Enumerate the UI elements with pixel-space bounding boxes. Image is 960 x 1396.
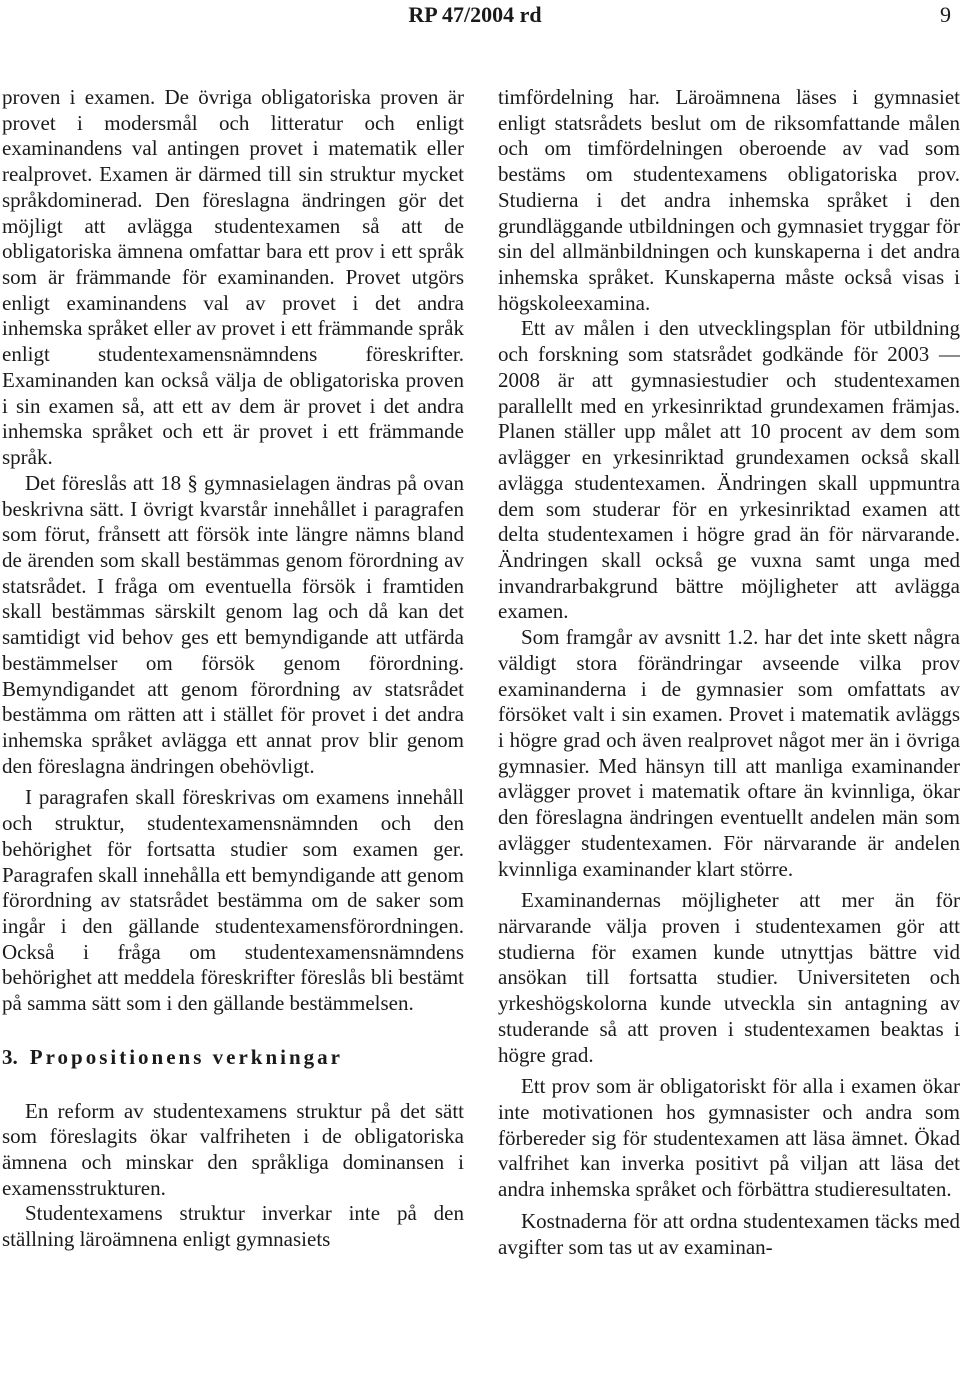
paragraph: Examinandernas möjligheter att mer än för närvarande välja proven i studentexamen gör att studierna för examen kunde utnyttjas bättre vid ansökan till fortsatta studier. Universiteten och yrkeshögskolorna kunde utveckla sin antagning av studerande så att proven i studentexamen beaktas i högre grad. (498, 888, 960, 1067)
document-id: RP 47/2004 rd (408, 2, 542, 27)
paragraph: Studentexamens struktur inverkar inte på den ställning läroämnena enligt gymnasiets (2, 1201, 464, 1252)
section-title: Propositionens verkningar (29, 1044, 343, 1069)
page-number: 9 (940, 2, 951, 27)
left-column (2, 85, 464, 1253)
paragraph: Det föreslås att 18 § gymnasielagen ändras på ovan beskrivna sätt. I övrigt kvarstår innehållet i paragrafen som förut, frånsett att försök inte längre nämns bland de ärenden som skall bestämmas genom förordning av statsrådet. I fråga om eventuella försök i framtiden skall bestämmas särskilt genom lag och då kan det samtidigt vid behov ges ett bemyndigande att utfärda bestämmelser om försök genom förordning. Bemyndigandet att genom förordning av statsrådet bestämma om rätten att i stället för provet i det andra inhemska språket avlägga ett annat prov blir genom den föreslagna ändringen obehövligt. (2, 470, 464, 778)
paragraph: Kostnaderna för att ordna studentexamen täcks med avgifter som tas ut av examinan- (498, 1208, 960, 1259)
paragraph: Ett prov som är obligatoriskt för alla i examen ökar inte motivationen hos gymnasister och andra som förbereder sig för studentexamen att läsa ämnet. Ökad valfrihet kan inverka positivt på viljan att läsa det andra inhemska språket och förbättra studieresultaten. (498, 1074, 960, 1202)
page-header (0, 0, 960, 40)
paragraph: proven i examen. De övriga obligatoriska proven är provet i modersmål och litteratur och enligt examinandens val antingen provet i matematik eller realprovet. Examen är därmed till sin struktur mycket språkdominerad. Den föreslagna ändringen gör det möjligt att avlägga studentexamen så att de obligatoriska ämnena omfattar bara ett prov i ett språk som är främmande för examinanden. Provet utgörs enligt examinandens val av provet i det andra inhemska språket eller av provet i ett främmande språk enligt studentexamensnämndens föreskrifter. Examinanden kan också välja de obligatoriska proven i sin examen så, att ett av dem är provet i det andra inhemska språket och ett är provet i ett främmande språk. (2, 85, 464, 470)
right-column (498, 85, 960, 1260)
section-number: 3. (2, 1044, 18, 1069)
paragraph: Ett av målen i den utvecklingsplan för utbildning och forskning som statsrådet godkände för 2003 — 2008 är att gymnasiestudier och studentexamen parallellt med en yrkesinriktad grundexamen främjas. Planen ställer upp målet att 10 procent av dem som avlägger en yrkesinriktad grundexamen också skall avlägga studentexamen. Ändringen skall uppmuntra dem som studerar för en yrkesinriktad examen att delta studentexamen i högre grad än för närvarande. Ändringen skall också ge vuxna samt unga med invandrarbakgrund bättre möjligheter att avlägga examen. (498, 316, 960, 624)
paragraph: En reform av studentexamens struktur på det sätt som föreslagits ökar valfriheten i de obligatoriska ämnena och minskar den språkliga dominansen i examensstrukturen. (2, 1098, 464, 1200)
section-heading (2, 1045, 464, 1071)
paragraph: timfördelning har. Läroämnena läses i gymnasiet enligt statsrådets beslut om de riksomfattande målen och om timfördelningen oberoende av vad som bestäms om studentexamens obligatoriska prov. Studierna i det andra inhemska språket i den grundläggande utbildningen och gymnasiet tryggar för sin del allmänbildningen och kunskaperna i det andra inhemska språket. Kunskaperna måste också visas i högskoleexamina. (498, 85, 960, 315)
paragraph: Som framgår av avsnitt 1.2. har det inte skett några väldigt stora förändringar avseende vilka prov examinanderna i de gymnasier som omfattats av försöket valt i sin examen. Provet i matematik avläggs i högre grad och även realprovet något mer än i övriga gymnasier. Med hänsyn till att manliga examinander avlägger provet i matematik oftare än kvinnliga, ökar den föreslagna ändringen eventuellt andelen män som avlägger studentexamen. För närvarande är andelen kvinnliga examinander klart större. (498, 625, 960, 881)
paragraph: I paragrafen skall föreskrivas om examens innehåll och struktur, studentexamensnämnden och den behörighet för fortsatta studier som examen ger. Paragrafen skall innehålla ett bemyndigande att genom förordning av statsrådet bestämma om de saker som ingår i den gällande studentexamensförordningen. Också i fråga om studentexamensnämndens behörighet att meddela föreskrifter föreslås bli bestämt på samma sätt som i den gällande bestämmelsen. (2, 785, 464, 1016)
